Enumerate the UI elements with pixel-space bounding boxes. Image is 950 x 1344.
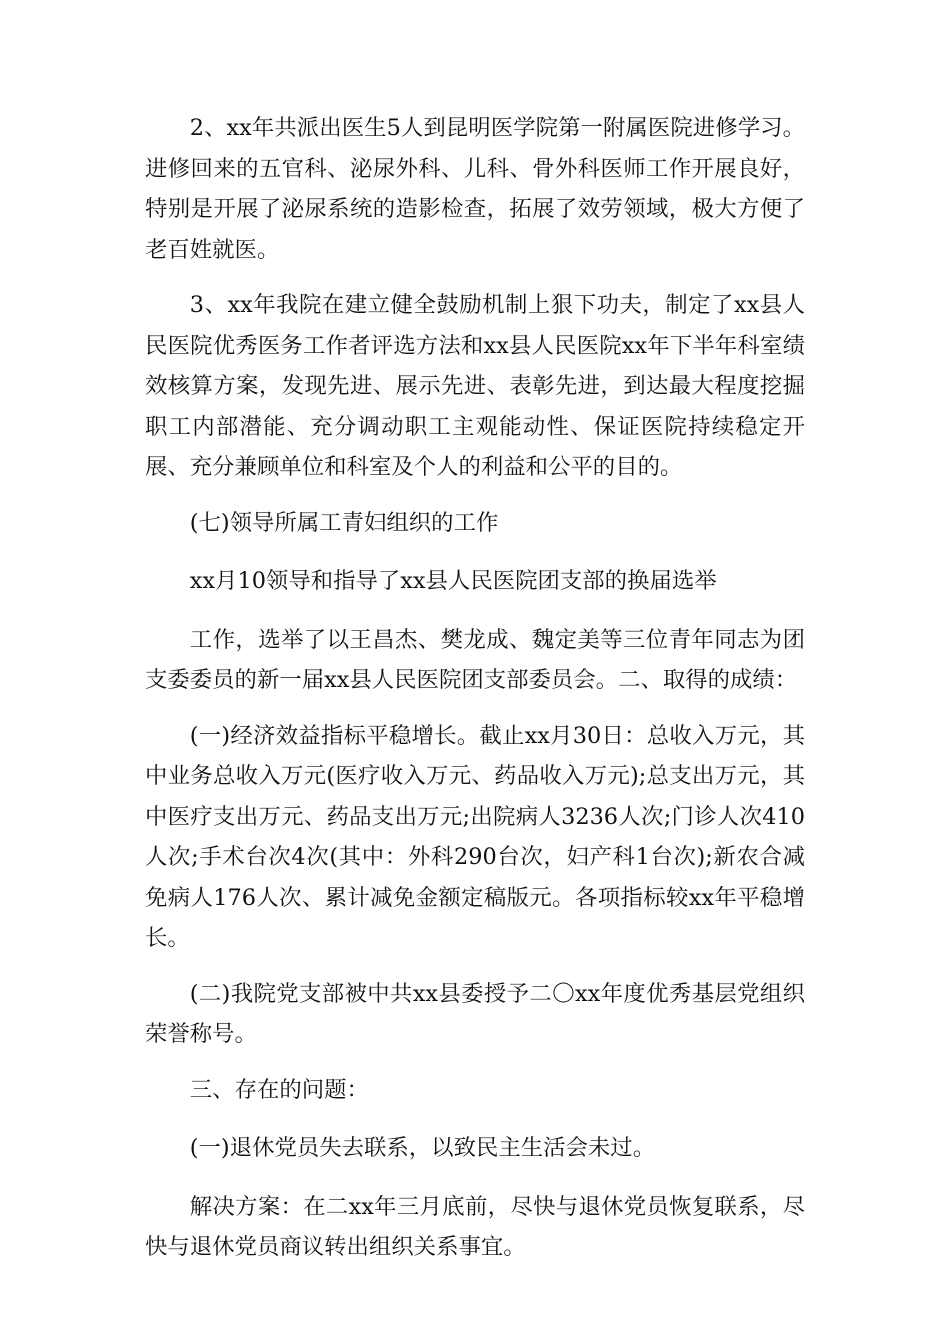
paragraph-economic-indicators: (一)经济效益指标平稳增长。截止xx月30日：总收入万元，其中业务总收入万元(医疗收入万元、药品收入万元);总支出万元，其中医疗支出万元、药品支出万元;出院病人3236人次;门诊人次410人次;手术台次4次(其中：外科290台次，妇产科1台次);新农合减免病人176人次、累计减免金额定稿版元。各项指标较xx年平稳增长。 [145,722,805,951]
paragraph-solution: 解决方案：在二xx年三月底前，尽快与退休党员恢复联系，尽快与退休党员商议转出组织关系事宜。 [145,1193,805,1260]
paragraph-doctor-training: 2、xx年共派出医生5人到昆明医学院第一附属医院进修学习。进修回来的五官科、泌尿外科、儿科、骨外科医师工作开展良好，特别是开展了泌尿系统的造影检查，拓展了效劳领域，极大方便了老百姓就医。 [145,115,805,263]
section-heading-problems: 三、存在的问题： [189,1076,369,1103]
paragraph-heading-youth-women-orgs: (七)领导所属工青妇组织的工作 [189,509,499,536]
paragraph-problem-retired-members: (一)退休党员失去联系，以致民主生活会未过。 [189,1135,656,1161]
paragraph-party-honor: (二)我院党支部被中共xx县委授予二〇xx年度优秀基层党组织荣誉称号。 [145,980,805,1047]
paragraph-election-intro: xx月10领导和指导了xx县人民医院团支部的换届选举 [189,568,717,594]
paragraph-incentive-mechanism: 3、xx年我院在建立健全鼓励机制上狠下功夫，制定了xx县人民医院优秀医务工作者评选方法和xx县人民医院xx年下半年科室绩效核算方案，发现先进、展示先进、表彰先进，到达最大程度挖掘职工内部潜能、充分调动职工主观能动性、保证医院持续稳定开展、充分兼顾单位和科室及个人的利益和公平的目的。 [145,292,805,480]
paragraph-election-result: 工作，选举了以王昌杰、樊龙成、魏定美等三位青年同志为团支委委员的新一届xx县人民医院团支部委员会。二、取得的成绩： [145,626,805,693]
document-page [145,108,805,1283]
